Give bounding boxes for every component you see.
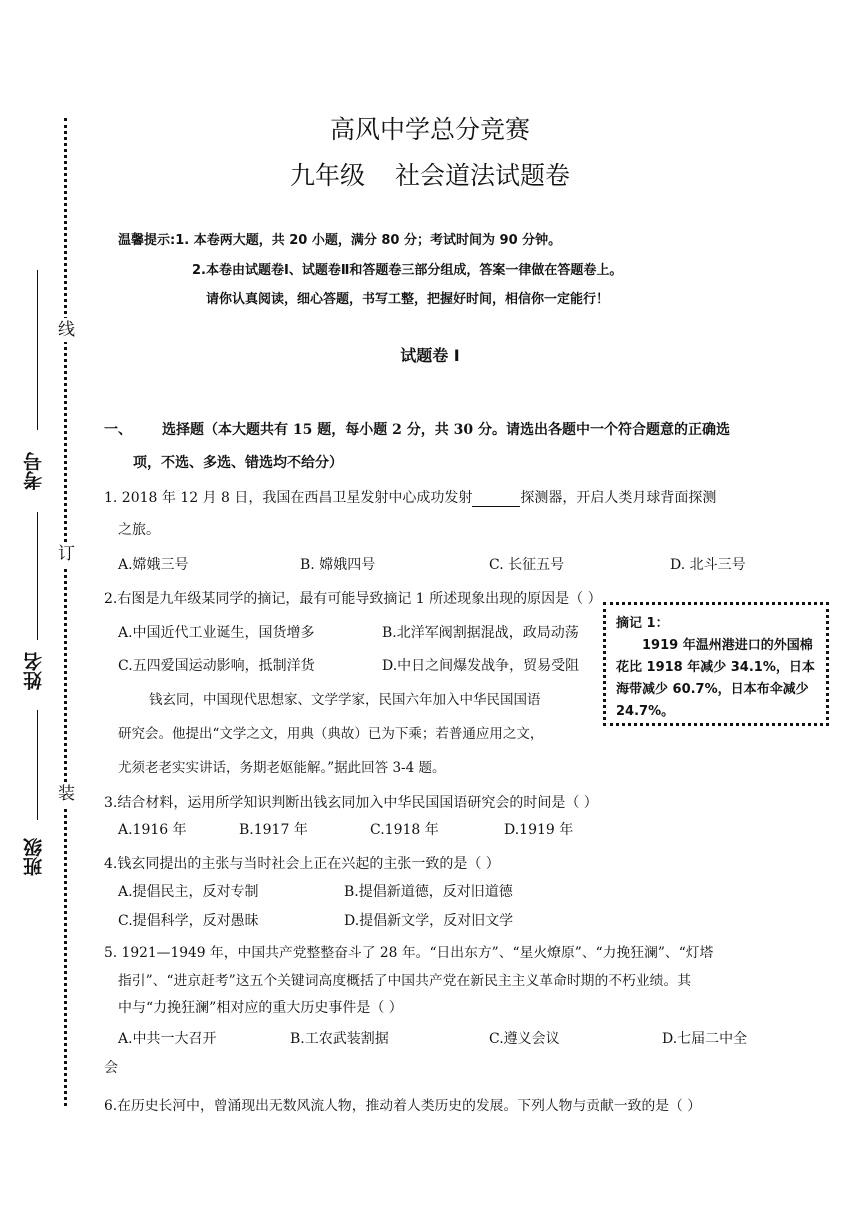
material-line-2: 研究会。他提出“文学之文，用典（典故）已为下乘；若普通应用之文，	[118, 726, 544, 742]
note-box	[603, 602, 829, 726]
q5-line-1: 5. 1921—1949 年，中国共产党整整奋斗了 28 年。“日出东方”、“星火燎原”、“力挽狂澜”、“灯塔	[104, 945, 714, 961]
q2-option-c: C.五四爱国运动影响，抵制洋货	[118, 658, 315, 674]
q5-option-b: B.工农武装割据	[290, 1031, 389, 1047]
material-line-1: 钱玄同，中国现代思想家、文学学家，民国六年加入中华民国国语	[149, 692, 541, 708]
q2-stem: 2.右图是九年级某同学的摘记，最有可能导致摘记 1 所述现象出现的原因是（ ）	[104, 591, 602, 607]
exam-number-label: 考号	[23, 452, 45, 490]
subject-label: 社会道法试题卷	[395, 161, 571, 190]
part1-instructions-1: 选择题（本大题共有 15 题，每小题 2 分，共 30 分。请选出各题中一个符合题意的正确选	[162, 422, 730, 438]
q1-stem-c: 之旅。	[118, 522, 160, 538]
exam-subtitle	[0, 156, 860, 192]
q5-option-c: C.遵义会议	[489, 1031, 560, 1047]
note-text: 1919 年温州港进口的外国棉花比 1918 年减少 34.1%，日本海带减少 60.7%，日本布伞减少 24.7%。	[616, 638, 815, 719]
q4-option-a: A.提倡民主，反对专制	[118, 884, 259, 900]
q5-option-d-wrap: 会	[104, 1060, 118, 1076]
q1-stem	[104, 487, 716, 507]
q3-stem: 3.结合材料，运用所学知识判断出钱玄同加入中华民国国语研究会的时间是（ ）	[104, 795, 598, 811]
q1-option-d: D. 北斗三号	[670, 557, 746, 573]
margin-word-zhuang: 装	[58, 784, 75, 804]
binding-dotted-line	[64, 118, 67, 1106]
q1-option-a: A.嫦娥三号	[118, 557, 189, 573]
q2-option-a: A.中国近代工业诞生，国货增多	[118, 625, 315, 641]
grade-label: 九年级	[289, 161, 365, 190]
q1-blank	[472, 492, 520, 507]
name-write-line	[37, 512, 38, 640]
q3-option-d: D.1919 年	[504, 822, 574, 838]
class-label: 班级	[23, 838, 45, 876]
q3-option-c: C.1918 年	[370, 822, 439, 838]
part1-instructions-2: 项，不选、多选、错选均不给分）	[133, 455, 343, 471]
q1-option-c: C. 长征五号	[489, 557, 565, 573]
q4-option-b: B.提倡新道德，反对旧道德	[344, 884, 513, 900]
q1-stem-b: 探测器，开启人类月球背面探测	[520, 490, 717, 506]
q4-stem: 4.钱玄同提出的主张与当时社会上正在兴起的主张一致的是（ ）	[104, 856, 500, 872]
margin-word-ding: 订	[58, 544, 75, 564]
q5-option-d: D.七届二中全	[662, 1031, 748, 1047]
q1-stem-a: 1. 2018 年 12 月 8 日，我国在西昌卫星发射中心成功发射	[104, 490, 473, 506]
margin-word-xian: 线	[58, 320, 75, 340]
q5-line-2: 指引”、“进京赶考”这五个关键词高度概括了中国共产党在新民主主义革命时期的不朽业绩。其	[118, 973, 692, 989]
q3-option-a: A.1916 年	[118, 822, 187, 838]
material-line-3: 尤须老老实实讲话，务期老妪能解。”据此回答 3-4 题。	[118, 760, 446, 776]
q1-option-b: B. 嫦娥四号	[300, 557, 376, 573]
q4-option-d: D.提倡新文学，反对旧文学	[344, 913, 514, 929]
tip-line-1: 温馨提示:1. 本卷两大题，共 20 小题，满分 80 分；考试时间为 90 分钟。	[118, 233, 562, 248]
tip-line-2: 2.本卷由试题卷Ⅰ、试题卷Ⅱ和答题卷三部分组成，答案一律做在答题卷上。	[192, 263, 623, 278]
q6-stem: 6.在历史长河中，曾涌现出无数风流人物，推动着人类历史的发展。下列人物与贡献一致的是（ ）	[104, 1098, 702, 1114]
tip-line-3: 请你认真阅读，细心答题，书写工整，把握好时间，相信你一定能行！	[206, 292, 610, 307]
q5-line-3: 中与“力挽狂澜”相对应的重大历史事件是（ ）	[118, 1000, 403, 1016]
note-label: 摘记 1：	[616, 616, 669, 631]
section-title: 试题卷 Ⅰ	[400, 346, 460, 365]
q2-option-b: B.北洋军阀割据混战，政局动荡	[382, 625, 579, 641]
exam-title: 高风中学总分竞赛	[329, 115, 530, 144]
q3-option-b: B.1917 年	[239, 822, 308, 838]
q5-option-a: A.中共一大召开	[118, 1031, 217, 1047]
class-write-line	[37, 710, 38, 820]
q2-option-d: D.中日之间爆发战争，贸易受阻	[382, 658, 580, 674]
q4-option-c: C.提倡科学，反对愚昧	[118, 913, 259, 929]
name-label: 姓名	[23, 652, 45, 690]
part1-number: 一、	[104, 422, 132, 438]
